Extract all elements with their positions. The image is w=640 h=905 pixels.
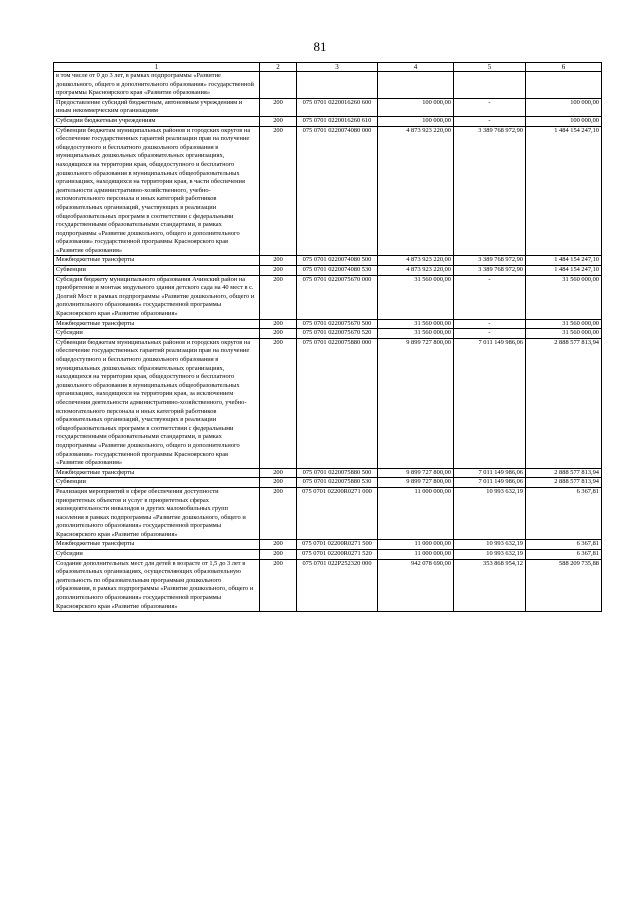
approved-amount-cell: 942 078 690,00 bbox=[378, 559, 454, 612]
code-cell: 200 bbox=[260, 266, 297, 276]
approved-amount-cell: 4 873 923 220,00 bbox=[378, 256, 454, 266]
code-cell: 200 bbox=[260, 275, 297, 319]
approved-amount-cell: 4 873 923 220,00 bbox=[378, 266, 454, 276]
budget-classification-cell: 075 0701 0220016260 600 bbox=[297, 98, 378, 116]
budget-classification-cell: 075 0701 0220075670 520 bbox=[297, 329, 378, 339]
code-cell: 200 bbox=[260, 468, 297, 478]
header-cell-5: 5 bbox=[454, 63, 526, 72]
header-cell-3: 3 bbox=[297, 63, 378, 72]
budget-classification-cell: 075 0701 0220075880 500 bbox=[297, 468, 378, 478]
executed-amount-cell: 10 993 632,19 bbox=[454, 487, 526, 540]
header-cell-4: 4 bbox=[378, 63, 454, 72]
table-header-row bbox=[54, 63, 602, 72]
executed-amount-cell: 7 011 149 986,06 bbox=[454, 338, 526, 468]
executed-amount-cell: - bbox=[454, 275, 526, 319]
code-cell: 200 bbox=[260, 116, 297, 126]
budget-classification-cell: 075 0701 022P252320 000 bbox=[297, 559, 378, 612]
description-cell: Создание дополнительных мест для детей в возрасте от 1,5 до 3 лет в образовательных организациях, осуществляющих образовательную деятельность по образовательным программам дошкольного образования, в рамках подпрограммы «Развитие дошкольного, общего и дополнительного образования» государственной программы Красноярского края «Развитие образования» bbox=[54, 559, 260, 612]
executed-amount-cell: 7 011 149 986,06 bbox=[454, 468, 526, 478]
remainder-amount-cell bbox=[526, 72, 602, 99]
approved-amount-cell: 4 873 923 220,00 bbox=[378, 126, 454, 256]
header-cell-6: 6 bbox=[526, 63, 602, 72]
table-row bbox=[54, 319, 602, 329]
table-row bbox=[54, 338, 602, 468]
code-cell: 200 bbox=[260, 126, 297, 256]
description-cell: Субвенции bbox=[54, 478, 260, 488]
remainder-amount-cell: 31 560 000,00 bbox=[526, 329, 602, 339]
description-cell: Субсидии bbox=[54, 329, 260, 339]
executed-amount-cell: - bbox=[454, 98, 526, 116]
description-cell: Межбюджетные трансферты bbox=[54, 468, 260, 478]
table-row bbox=[54, 329, 602, 339]
remainder-amount-cell: 100 000,00 bbox=[526, 98, 602, 116]
budget-classification-cell bbox=[297, 72, 378, 99]
budget-table bbox=[53, 62, 602, 612]
page-number: 81 bbox=[313, 39, 327, 54]
table-row bbox=[54, 266, 602, 276]
code-cell: 200 bbox=[260, 329, 297, 339]
approved-amount-cell: 31 560 000,00 bbox=[378, 319, 454, 329]
executed-amount-cell: - bbox=[454, 329, 526, 339]
description-cell: Субсидии bbox=[54, 550, 260, 560]
table-row bbox=[54, 126, 602, 256]
description-cell: Субсидии бюджетным учреждениям bbox=[54, 116, 260, 126]
budget-classification-cell: 075 0701 0220075670 500 bbox=[297, 319, 378, 329]
table-row bbox=[54, 468, 602, 478]
code-cell: 200 bbox=[260, 487, 297, 540]
budget-classification-cell: 075 0701 02200R0271 000 bbox=[297, 487, 378, 540]
executed-amount-cell: 353 868 954,12 bbox=[454, 559, 526, 612]
budget-classification-cell: 075 0701 0220075880 000 bbox=[297, 338, 378, 468]
remainder-amount-cell: 6 367,81 bbox=[526, 487, 602, 540]
remainder-amount-cell: 2 888 577 813,94 bbox=[526, 468, 602, 478]
code-cell: 200 bbox=[260, 540, 297, 550]
table-row bbox=[54, 256, 602, 266]
executed-amount-cell: 3 389 768 972,90 bbox=[454, 256, 526, 266]
executed-amount-cell: 10 993 632,19 bbox=[454, 550, 526, 560]
budget-classification-cell: 075 0701 0220074080 000 bbox=[297, 126, 378, 256]
approved-amount-cell bbox=[378, 72, 454, 99]
remainder-amount-cell: 1 484 154 247,10 bbox=[526, 126, 602, 256]
executed-amount-cell: 3 389 768 972,90 bbox=[454, 266, 526, 276]
remainder-amount-cell: 6 367,81 bbox=[526, 540, 602, 550]
executed-amount-cell bbox=[454, 72, 526, 99]
table-row bbox=[54, 540, 602, 550]
code-cell bbox=[260, 72, 297, 99]
code-cell: 200 bbox=[260, 256, 297, 266]
description-cell: в том числе от 0 до 3 лет, в рамках подпрограммы «Развитие дошкольного, общего и дополнительного образования» государственной программы Красноярского края «Развитие образования» bbox=[54, 72, 260, 99]
table-row bbox=[54, 72, 602, 99]
remainder-amount-cell: 31 560 000,00 bbox=[526, 275, 602, 319]
table-row bbox=[54, 487, 602, 540]
description-cell: Межбюджетные трансферты bbox=[54, 319, 260, 329]
remainder-amount-cell: 100 000,00 bbox=[526, 116, 602, 126]
description-cell: Субвенции бюджетам муниципальных районов и городских округов на обеспечение государственных гарантий реализации прав на получение общедоступного и бесплатного дошкольного образования в муниципальных дошкольных образовательных организациях, находящихся на территории края, общедоступного и бесплатного дошкольного образования в муниципальных общеобразовательных организациях, находящихся на территории края, за исключением обеспечения деятельности административно-хозяйственного, учебно-вспомогательного персонала и иных категорий работников образовательных организаций, участвующих в реализации общеобразовательных программ в соответствии с федеральными государственными образовательными стандартами, в рамках подпрограммы «Развитие дошкольного, общего и дополнительного образования» государственной программы Красноярского края «Развитие образования» bbox=[54, 338, 260, 468]
table-row bbox=[54, 550, 602, 560]
header-cell-2: 2 bbox=[260, 63, 297, 72]
remainder-amount-cell: 1 484 154 247,10 bbox=[526, 256, 602, 266]
description-cell: Субсидия бюджету муниципального образования Ачинский район на приобретение и монтаж модульного здания детского сада на 40 мест в с. Долгий Мост в рамках подпрограммы «Развитие дошкольного, общего и дополнительного образования» государственной программы Красноярского края «Развитие образования» bbox=[54, 275, 260, 319]
code-cell: 200 bbox=[260, 478, 297, 488]
header-cell-1: 1 bbox=[54, 63, 260, 72]
approved-amount-cell: 31 560 000,00 bbox=[378, 329, 454, 339]
code-cell: 200 bbox=[260, 338, 297, 468]
approved-amount-cell: 9 899 727 800,00 bbox=[378, 478, 454, 488]
budget-classification-cell: 075 0701 0220075670 000 bbox=[297, 275, 378, 319]
approved-amount-cell: 31 560 000,00 bbox=[378, 275, 454, 319]
table-row bbox=[54, 116, 602, 126]
remainder-amount-cell: 1 484 154 247,10 bbox=[526, 266, 602, 276]
description-cell: Субвенции бюджетам муниципальных районов и городских округов на обеспечение государственных гарантий реализации прав на получение общедоступного и бесплатного дошкольного образования в муниципальных дошкольных образовательных организациях, находящихся на территории края, общедоступного и бесплатного дошкольного образования в муниципальных общеобразовательных организациях, находящихся на территории края, в части обеспечения деятельности административно-хозяйственного, учебно-вспомогательного персонала и иных категорий работников образовательных организаций, участвующих в реализации общеобразовательных программ в соответствии с федеральными государственными образовательными стандартами, в рамках подпрограммы «Развитие дошкольного, общего и дополнительного образования» государственной программы Красноярского края «Развитие образования» bbox=[54, 126, 260, 256]
table-row bbox=[54, 275, 602, 319]
approved-amount-cell: 11 000 000,00 bbox=[378, 550, 454, 560]
budget-classification-cell: 075 0701 02200R0271 500 bbox=[297, 540, 378, 550]
executed-amount-cell: - bbox=[454, 116, 526, 126]
approved-amount-cell: 11 000 000,00 bbox=[378, 540, 454, 550]
table-row bbox=[54, 478, 602, 488]
budget-classification-cell: 075 0701 0220074080 530 bbox=[297, 266, 378, 276]
approved-amount-cell: 100 000,00 bbox=[378, 98, 454, 116]
approved-amount-cell: 9 899 727 800,00 bbox=[378, 338, 454, 468]
budget-table-body bbox=[54, 63, 602, 612]
remainder-amount-cell: 6 367,81 bbox=[526, 550, 602, 560]
code-cell: 200 bbox=[260, 550, 297, 560]
remainder-amount-cell: 2 888 577 813,94 bbox=[526, 478, 602, 488]
approved-amount-cell: 9 899 727 800,00 bbox=[378, 468, 454, 478]
remainder-amount-cell: 2 888 577 813,94 bbox=[526, 338, 602, 468]
approved-amount-cell: 100 000,00 bbox=[378, 116, 454, 126]
budget-classification-cell: 075 0701 0220074080 500 bbox=[297, 256, 378, 266]
approved-amount-cell: 11 000 000,00 bbox=[378, 487, 454, 540]
remainder-amount-cell: 588 209 735,88 bbox=[526, 559, 602, 612]
description-cell: Реализация мероприятий в сфере обеспечения доступности приоритетных объектов и услуг в приоритетных сферах жизнедеятельности инвалидов и других маломобильных групп населения в рамках подпрограммы «Развитие дошкольного, общего и дополнительного образования» государственной программы Красноярского края «Развитие образования» bbox=[54, 487, 260, 540]
description-cell: Субвенции bbox=[54, 266, 260, 276]
budget-classification-cell: 075 0701 0220075880 530 bbox=[297, 478, 378, 488]
description-cell: Предоставление субсидий бюджетным, автономным учреждениям и иным некоммерческим организациям bbox=[54, 98, 260, 116]
description-cell: Межбюджетные трансферты bbox=[54, 540, 260, 550]
executed-amount-cell: - bbox=[454, 319, 526, 329]
code-cell: 200 bbox=[260, 98, 297, 116]
table-row bbox=[54, 559, 602, 612]
executed-amount-cell: 10 993 632,19 bbox=[454, 540, 526, 550]
executed-amount-cell: 3 389 768 972,90 bbox=[454, 126, 526, 256]
code-cell: 200 bbox=[260, 319, 297, 329]
executed-amount-cell: 7 011 149 986,06 bbox=[454, 478, 526, 488]
description-cell: Межбюджетные трансферты bbox=[54, 256, 260, 266]
remainder-amount-cell: 31 560 000,00 bbox=[526, 319, 602, 329]
code-cell: 200 bbox=[260, 559, 297, 612]
table-row bbox=[54, 98, 602, 116]
budget-classification-cell: 075 0701 02200R0271 520 bbox=[297, 550, 378, 560]
budget-classification-cell: 075 0701 0220016260 610 bbox=[297, 116, 378, 126]
